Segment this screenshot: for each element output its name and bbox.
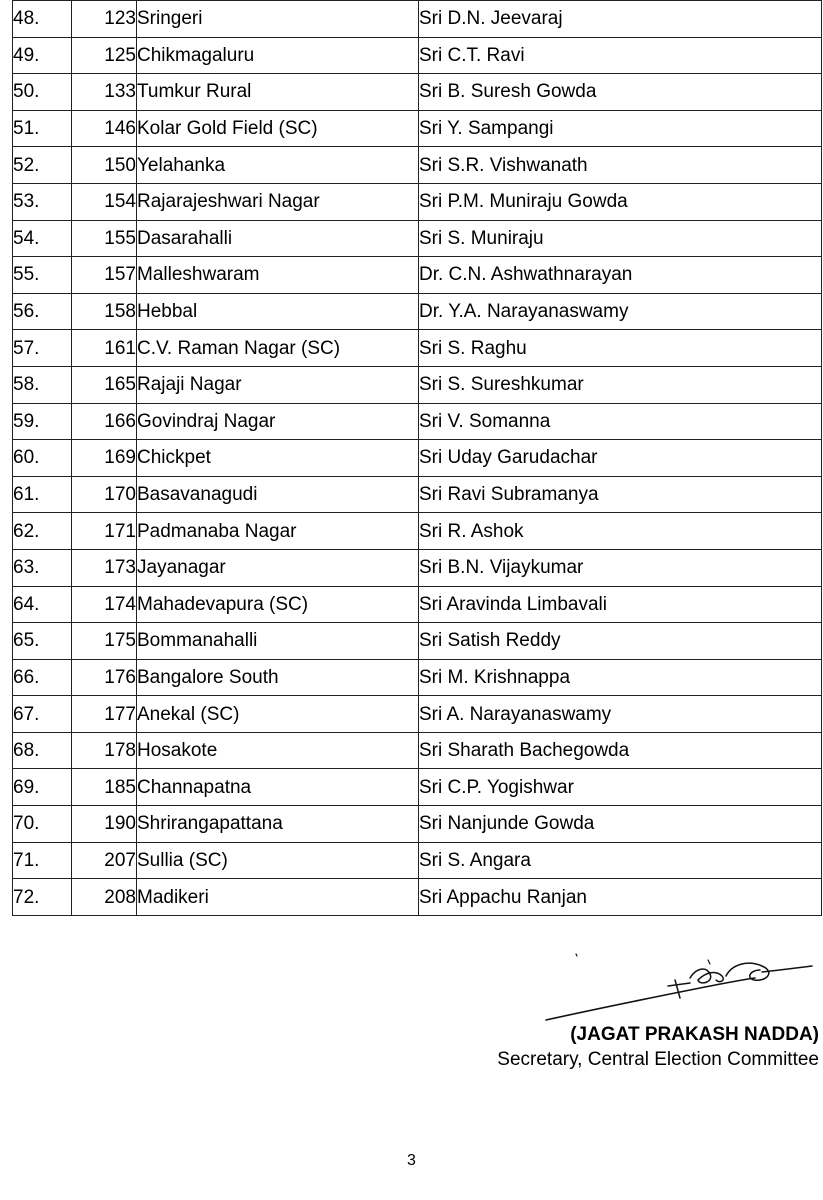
candidate-name-cell: Sri Aravinda Limbavali — [419, 586, 822, 623]
candidate-name-cell: Sri Satish Reddy — [419, 623, 822, 660]
serial-number-cell: 63. — [13, 549, 72, 586]
candidate-name-cell: Sri V. Somanna — [419, 403, 822, 440]
table-row — [13, 183, 822, 220]
candidate-list-table — [12, 0, 822, 916]
candidate-name-cell: Sri R. Ashok — [419, 513, 822, 550]
table-row — [13, 732, 822, 769]
constituency-name-cell: Channapatna — [137, 769, 419, 806]
page-number: 3 — [407, 1152, 416, 1169]
constituency-name-cell: Kolar Gold Field (SC) — [137, 110, 419, 147]
serial-number-cell: 57. — [13, 330, 72, 367]
table-row — [13, 1, 822, 38]
candidate-name-cell: Sri Sharath Bachegowda — [419, 732, 822, 769]
table-row — [13, 257, 822, 294]
constituency-name-cell: Hosakote — [137, 732, 419, 769]
candidate-name-cell: Sri B. Suresh Gowda — [419, 74, 822, 111]
table-row — [13, 110, 822, 147]
candidate-name-cell: Sri S. Sureshkumar — [419, 366, 822, 403]
serial-number-cell: 70. — [13, 806, 72, 843]
serial-number-cell: 66. — [13, 659, 72, 696]
constituency-name-cell: Chikmagaluru — [137, 37, 419, 74]
candidate-name-cell: Sri P.M. Muniraju Gowda — [419, 183, 822, 220]
table-row — [13, 586, 822, 623]
constituency-name-cell: Tumkur Rural — [137, 74, 419, 111]
serial-number-cell: 51. — [13, 110, 72, 147]
constituency-name-cell: Bangalore South — [137, 659, 419, 696]
constituency-name-cell: Madikeri — [137, 879, 419, 916]
candidate-name-cell: Sri D.N. Jeevaraj — [419, 1, 822, 38]
candidate-name-cell: Sri Ravi Subramanya — [419, 476, 822, 513]
serial-number-cell: 71. — [13, 842, 72, 879]
constituency-name-cell: C.V. Raman Nagar (SC) — [137, 330, 419, 367]
table-row — [13, 147, 822, 184]
constituency-number-cell: 154 — [72, 183, 137, 220]
table-row — [13, 549, 822, 586]
table-row — [13, 74, 822, 111]
constituency-name-cell: Bommanahalli — [137, 623, 419, 660]
signatory-title: Secretary, Central Election Committee — [497, 1049, 819, 1070]
serial-number-cell: 62. — [13, 513, 72, 550]
serial-number-cell: 68. — [13, 732, 72, 769]
serial-number-cell: 67. — [13, 696, 72, 733]
constituency-number-cell: 150 — [72, 147, 137, 184]
constituency-number-cell: 161 — [72, 330, 137, 367]
constituency-number-cell: 190 — [72, 806, 137, 843]
constituency-number-cell: 185 — [72, 769, 137, 806]
constituency-name-cell: Rajaji Nagar — [137, 366, 419, 403]
constituency-number-cell: 157 — [72, 257, 137, 294]
candidate-name-cell: Sri Appachu Ranjan — [419, 879, 822, 916]
constituency-name-cell: Hebbal — [137, 293, 419, 330]
candidate-name-cell: Sri S. Muniraju — [419, 220, 822, 257]
constituency-number-cell: 165 — [72, 366, 137, 403]
constituency-number-cell: 123 — [72, 1, 137, 38]
candidate-name-cell: Dr. C.N. Ashwathnarayan — [419, 257, 822, 294]
handwritten-signature — [540, 950, 820, 1025]
constituency-name-cell: Padmanaba Nagar — [137, 513, 419, 550]
candidate-name-cell: Sri S.R. Vishwanath — [419, 147, 822, 184]
constituency-number-cell: 176 — [72, 659, 137, 696]
constituency-number-cell: 158 — [72, 293, 137, 330]
constituency-number-cell: 175 — [72, 623, 137, 660]
serial-number-cell: 61. — [13, 476, 72, 513]
constituency-number-cell: 171 — [72, 513, 137, 550]
serial-number-cell: 55. — [13, 257, 72, 294]
constituency-number-cell: 166 — [72, 403, 137, 440]
candidate-name-cell: Sri C.P. Yogishwar — [419, 769, 822, 806]
table-row — [13, 842, 822, 879]
serial-number-cell: 52. — [13, 147, 72, 184]
constituency-number-cell: 177 — [72, 696, 137, 733]
candidate-name-cell: Dr. Y.A. Narayanaswamy — [419, 293, 822, 330]
constituency-name-cell: Malleshwaram — [137, 257, 419, 294]
constituency-number-cell: 178 — [72, 732, 137, 769]
table-row — [13, 440, 822, 477]
candidate-name-cell: Sri S. Angara — [419, 842, 822, 879]
constituency-name-cell: Govindraj Nagar — [137, 403, 419, 440]
constituency-number-cell: 125 — [72, 37, 137, 74]
table-row — [13, 769, 822, 806]
constituency-number-cell: 208 — [72, 879, 137, 916]
table-row — [13, 476, 822, 513]
constituency-name-cell: Anekal (SC) — [137, 696, 419, 733]
candidate-name-cell: Sri S. Raghu — [419, 330, 822, 367]
constituency-name-cell: Rajarajeshwari Nagar — [137, 183, 419, 220]
table-row — [13, 513, 822, 550]
serial-number-cell: 59. — [13, 403, 72, 440]
candidate-name-cell: Sri M. Krishnappa — [419, 659, 822, 696]
table-row — [13, 220, 822, 257]
serial-number-cell: 65. — [13, 623, 72, 660]
constituency-number-cell: 169 — [72, 440, 137, 477]
constituency-name-cell: Chickpet — [137, 440, 419, 477]
constituency-name-cell: Basavanagudi — [137, 476, 419, 513]
table-row — [13, 696, 822, 733]
constituency-name-cell: Sringeri — [137, 1, 419, 38]
serial-number-cell: 60. — [13, 440, 72, 477]
constituency-name-cell: Yelahanka — [137, 147, 419, 184]
candidate-name-cell: Sri Nanjunde Gowda — [419, 806, 822, 843]
constituency-number-cell: 174 — [72, 586, 137, 623]
candidate-name-cell: Sri Y. Sampangi — [419, 110, 822, 147]
constituency-number-cell: 170 — [72, 476, 137, 513]
table-row — [13, 330, 822, 367]
constituency-number-cell: 133 — [72, 74, 137, 111]
constituency-name-cell: Sullia (SC) — [137, 842, 419, 879]
candidate-name-cell: Sri C.T. Ravi — [419, 37, 822, 74]
table-row — [13, 293, 822, 330]
serial-number-cell: 48. — [13, 1, 72, 38]
serial-number-cell: 58. — [13, 366, 72, 403]
table-row — [13, 659, 822, 696]
constituency-number-cell: 173 — [72, 549, 137, 586]
constituency-number-cell: 146 — [72, 110, 137, 147]
serial-number-cell: 56. — [13, 293, 72, 330]
table-row — [13, 623, 822, 660]
signatory-name: (JAGAT PRAKASH NADDA) — [570, 1024, 819, 1045]
table-row — [13, 366, 822, 403]
serial-number-cell: 72. — [13, 879, 72, 916]
table-row — [13, 403, 822, 440]
serial-number-cell: 49. — [13, 37, 72, 74]
constituency-name-cell: Jayanagar — [137, 549, 419, 586]
serial-number-cell: 50. — [13, 74, 72, 111]
serial-number-cell: 69. — [13, 769, 72, 806]
constituency-number-cell: 155 — [72, 220, 137, 257]
table-row — [13, 879, 822, 916]
table-row — [13, 806, 822, 843]
serial-number-cell: 53. — [13, 183, 72, 220]
constituency-name-cell: Dasarahalli — [137, 220, 419, 257]
candidate-name-cell: Sri B.N. Vijaykumar — [419, 549, 822, 586]
candidate-name-cell: Sri Uday Garudachar — [419, 440, 822, 477]
constituency-number-cell: 207 — [72, 842, 137, 879]
constituency-name-cell: Mahadevapura (SC) — [137, 586, 419, 623]
serial-number-cell: 54. — [13, 220, 72, 257]
serial-number-cell: 64. — [13, 586, 72, 623]
table-body — [13, 1, 822, 916]
candidate-name-cell: Sri A. Narayanaswamy — [419, 696, 822, 733]
table-row — [13, 37, 822, 74]
constituency-name-cell: Shrirangapattana — [137, 806, 419, 843]
